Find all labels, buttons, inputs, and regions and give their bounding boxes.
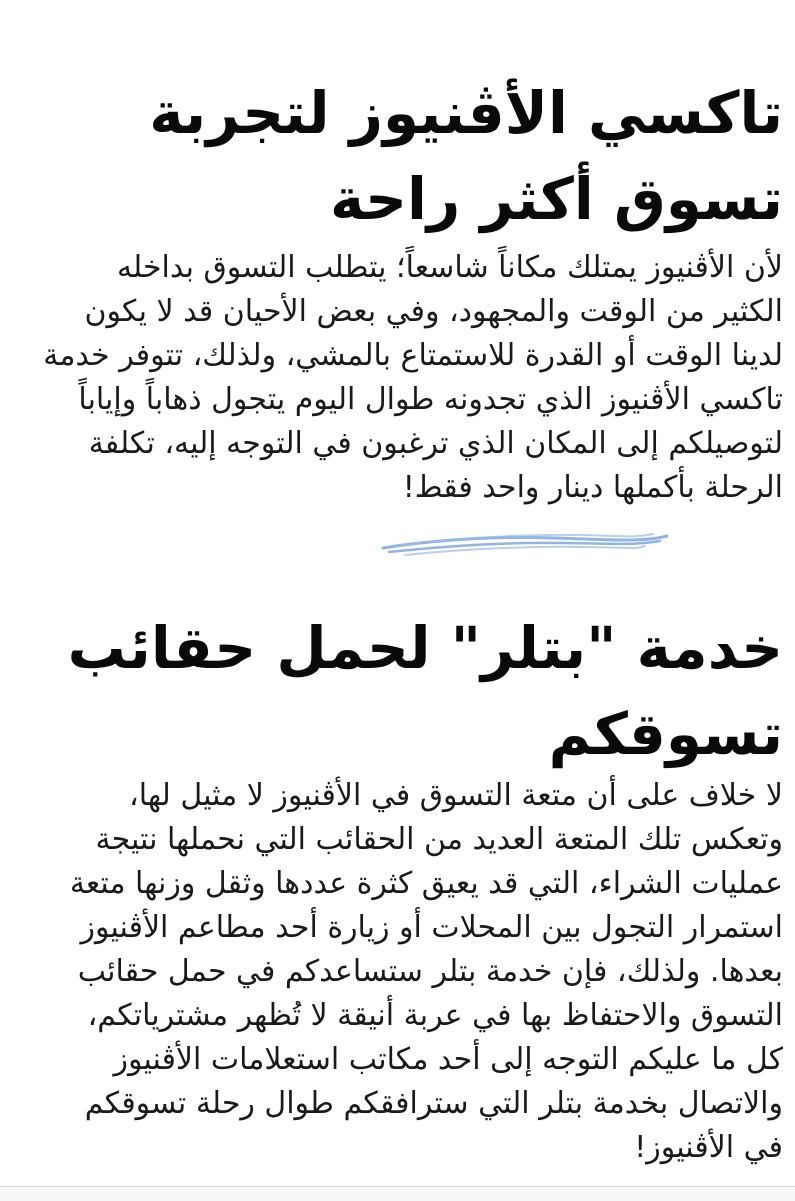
paragraph-line: كل ما عليكم التوجه إلى أحد مكاتب استعلامات الأڤنيوز — [113, 1042, 783, 1077]
paragraph-line: في الأڤنيوز! — [634, 1130, 783, 1165]
paragraph-line: لأن الأڤنيوز يمتلك مكاناً شاسعاً؛ يتطلب التسوق بداخله — [116, 250, 783, 285]
paragraph-line: لا خلاف على أن متعة التسوق في الأڤنيوز لا مثيل لها، — [129, 778, 783, 813]
heading-line: تسوق أكثر راحة — [329, 165, 783, 233]
heading-line: تاكسي الأڤنيوز لتجربة — [149, 79, 783, 147]
paragraph-line: عمليات الشراء، التي قد يعيق كثرة عددها وثقل وزنها متعة — [69, 866, 783, 901]
page-bottom-edge — [0, 1186, 795, 1201]
paragraph-line: والاتصال بخدمة بتلر التي سترافقكم طوال رحلة تسوقكم — [84, 1086, 783, 1121]
heading-line: خدمة "بتلر" لحمل حقائب — [67, 614, 783, 682]
paragraph-line: التسوق والاحتفاظ بها في عربة أنيقة لا تُظهر مشترياتكم، — [87, 998, 783, 1033]
section-2-heading — [13, 605, 783, 777]
paragraph-line: الكثير من الوقت والمجهود، وفي بعض الأحيان قد لا يكون — [84, 294, 783, 329]
section-1-heading — [13, 70, 783, 242]
paragraph-line: استمرار التجول بين المحلات أو زيارة أحد مطاعم الأڤنيوز — [80, 910, 783, 945]
hand-drawn-divider — [375, 518, 675, 568]
section-2-paragraph — [13, 774, 783, 1170]
paragraph-line: لتوصيلكم إلى المكان الذي ترغبون في التوجه إليه، تكلفة — [88, 426, 783, 461]
section-1-paragraph — [13, 246, 783, 510]
paragraph-line: بعدها. ولذلك، فإن خدمة بتلر ستساعدكم في حمل حقائب — [77, 954, 783, 989]
paragraph-line: تاكسي الأڤنيوز الذي تجدونه طوال اليوم يتجول ذهاباً وإياباً — [78, 382, 783, 417]
paragraph-line: لدينا الوقت أو القدرة للاستمتاع بالمشي، ولذلك، تتوفر خدمة — [43, 338, 783, 373]
paragraph-line: الرحلة بأكملها دينار واحد فقط! — [402, 470, 783, 505]
paragraph-line: وتعكس تلك المتعة العديد من الحقائب التي نحملها نتيجة — [95, 822, 783, 857]
heading-line: تسوقكم — [548, 700, 783, 768]
